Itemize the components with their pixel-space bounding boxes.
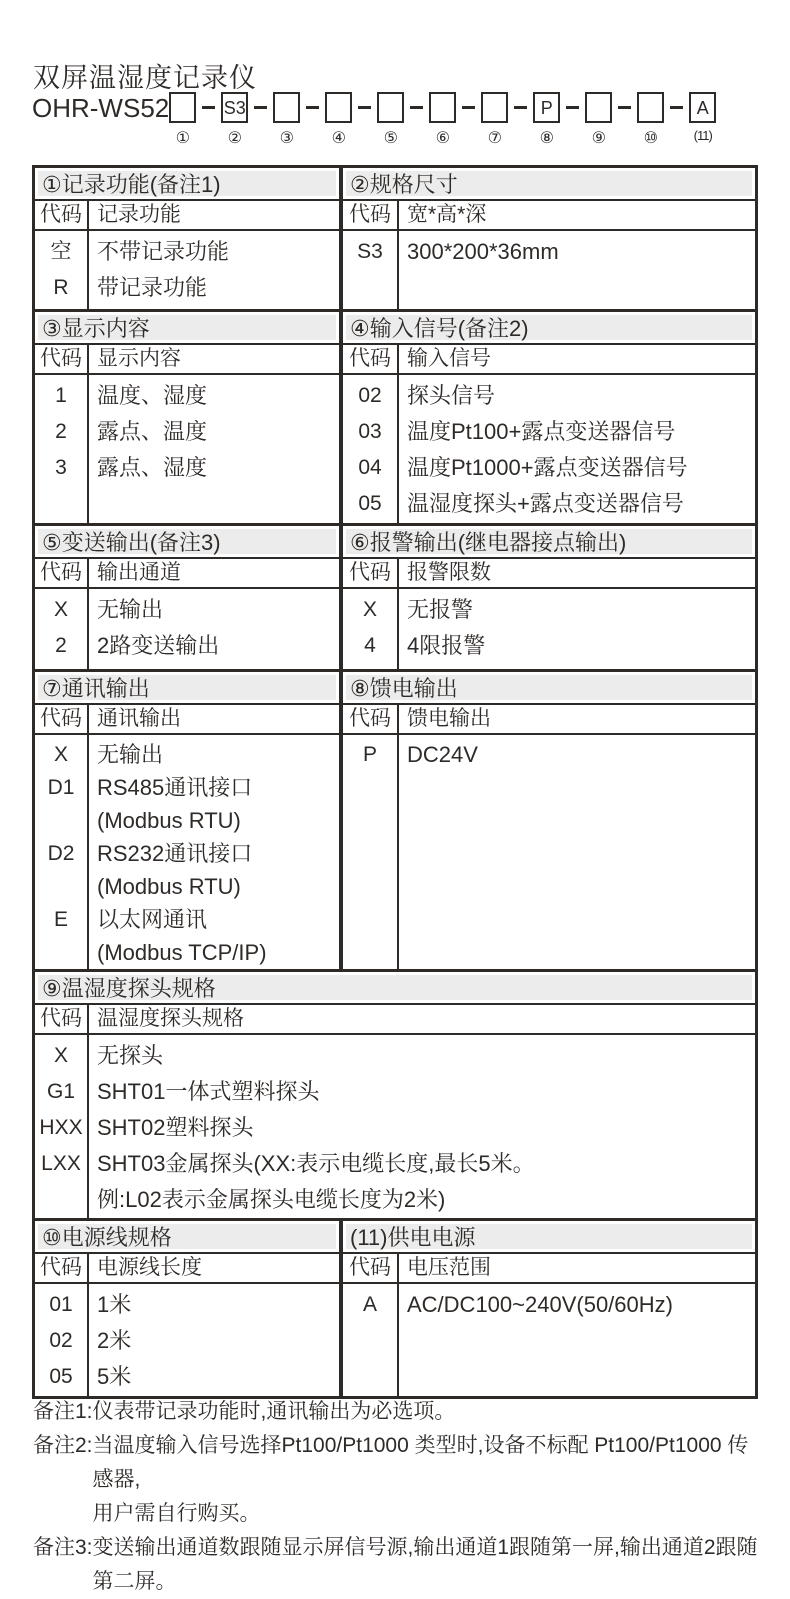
model-position-10 xyxy=(637,90,664,148)
code-cell: 4 xyxy=(364,634,376,657)
model-box-7 xyxy=(481,92,508,123)
code-cell: 03 xyxy=(358,420,382,443)
desc-column-header: 报警限数 xyxy=(399,559,755,589)
note-label: 备注2: xyxy=(33,1434,93,1457)
code-cell: 3 xyxy=(55,456,67,479)
table-band xyxy=(35,168,755,309)
desc-column xyxy=(89,1035,755,1218)
code-cell xyxy=(35,936,87,969)
model-position-6 xyxy=(429,90,456,148)
notes xyxy=(33,1395,767,1599)
model-position-3 xyxy=(273,90,300,148)
dash-separator xyxy=(618,106,631,109)
position-number: ④ xyxy=(331,130,346,147)
section-title: ⑥报警输出(继电器接点输出) xyxy=(346,529,752,554)
desc-column xyxy=(399,1284,755,1396)
desc-cell: RS485通讯接口 xyxy=(97,775,253,800)
column-header-row xyxy=(35,1005,755,1035)
desc-column-header: 温湿度探头规格 xyxy=(89,1005,755,1035)
section-body xyxy=(35,231,339,309)
model-box-9 xyxy=(585,92,612,123)
section-alarm-output xyxy=(343,526,755,669)
code-cell: X xyxy=(53,1044,68,1067)
section-header xyxy=(343,1221,755,1254)
note-line: 仪表带记录功能时,通讯输出为必选项。 xyxy=(92,1400,456,1423)
note-line: 变送输出通道数跟随显示屏信号源,输出通道1跟随第一屏,输出通道2跟随第二屏。 xyxy=(92,1536,758,1593)
model-box-3 xyxy=(273,92,300,123)
desc-cell: RS232通讯接口 xyxy=(97,841,253,866)
section-comm-output xyxy=(35,672,343,969)
dash-separator xyxy=(514,106,527,109)
section-title: ⑦通讯输出 xyxy=(38,675,336,700)
table-band xyxy=(35,309,755,523)
section-title: ⑧馈电输出 xyxy=(346,675,752,700)
code-cell: E xyxy=(53,908,68,931)
desc-cell: 2路变送输出 xyxy=(97,633,220,658)
dash-separator xyxy=(670,106,683,109)
desc-cell: 无探头 xyxy=(97,1043,164,1068)
section-title: (11)供电电源 xyxy=(346,1224,752,1249)
model-position-9 xyxy=(585,90,612,148)
note-1 xyxy=(33,1395,767,1429)
dash-separator xyxy=(254,106,267,109)
code-column xyxy=(35,1035,89,1218)
position-number: ⑥ xyxy=(435,130,450,147)
desc-column-header: 显示内容 xyxy=(89,345,339,375)
note-3 xyxy=(33,1531,767,1599)
desc-column-header: 电压范围 xyxy=(399,1254,755,1284)
column-header-row xyxy=(35,1254,339,1284)
position-number: ⑩ xyxy=(643,130,658,147)
section-probe-spec xyxy=(35,972,755,1218)
position-number: ② xyxy=(227,130,242,147)
code-column xyxy=(35,735,89,969)
section-body xyxy=(343,1284,755,1396)
section-display-content xyxy=(35,312,343,523)
code-cell: G1 xyxy=(46,1080,75,1103)
note-label: 备注1: xyxy=(33,1400,93,1423)
desc-column-header: 宽*高*深 xyxy=(399,201,755,231)
section-power-cord xyxy=(35,1221,343,1396)
section-header xyxy=(35,1221,339,1254)
note-label: 备注3: xyxy=(33,1536,93,1559)
table-band xyxy=(35,969,755,1218)
table-band xyxy=(35,523,755,669)
desc-column xyxy=(89,1284,339,1396)
desc-column-header: 通讯输出 xyxy=(89,705,339,735)
section-header xyxy=(35,168,339,201)
desc-cell: 2米 xyxy=(97,1328,132,1353)
dash-separator xyxy=(202,106,215,109)
column-header-row xyxy=(35,705,339,735)
section-header xyxy=(343,526,755,559)
code-cell: P xyxy=(362,743,377,766)
section-record-function xyxy=(35,168,343,309)
note-line: 用户需自行购买。 xyxy=(92,1502,261,1525)
desc-column-header: 记录功能 xyxy=(89,201,339,231)
section-body xyxy=(35,1284,339,1396)
desc-column xyxy=(89,735,339,969)
section-size-spec xyxy=(343,168,755,309)
model-box-10 xyxy=(637,92,664,123)
section-title: ⑨温湿度探头规格 xyxy=(38,975,752,1000)
code-cell: 空 xyxy=(50,240,72,263)
section-title: ④输入信号(备注2) xyxy=(346,315,752,340)
section-header xyxy=(35,972,755,1005)
table-band xyxy=(35,1218,755,1396)
desc-cell: 以太网通讯 xyxy=(97,907,208,932)
note-text xyxy=(93,1531,767,1599)
desc-cell: 带记录功能 xyxy=(97,275,208,300)
desc-cell: (Modbus RTU) xyxy=(97,874,241,899)
model-code xyxy=(32,90,716,148)
desc-cell: 1米 xyxy=(97,1292,132,1317)
desc-column xyxy=(399,735,755,969)
column-header-row xyxy=(35,345,339,375)
desc-cell: 探头信号 xyxy=(407,383,496,408)
column-header-row xyxy=(343,559,755,589)
code-column xyxy=(35,375,89,523)
code-column-header: 代码 xyxy=(35,201,89,231)
model-position-1 xyxy=(169,90,196,148)
desc-column xyxy=(89,231,339,309)
page-title: 双屏温湿度记录仪 xyxy=(33,63,257,93)
model-box-8: P xyxy=(533,92,560,123)
section-header xyxy=(35,312,339,345)
desc-cell: SHT01一体式塑料探头 xyxy=(97,1079,320,1104)
desc-cell: 无报警 xyxy=(407,597,474,622)
model-box-4 xyxy=(325,92,352,123)
model-position-11 xyxy=(689,90,716,143)
desc-cell: 4限报警 xyxy=(407,633,486,658)
code-column-header: 代码 xyxy=(343,705,399,735)
note-2 xyxy=(33,1429,767,1531)
code-column xyxy=(35,231,89,309)
desc-cell: 无输出 xyxy=(97,597,164,622)
desc-cell: 5米 xyxy=(97,1364,132,1389)
code-cell: D1 xyxy=(47,776,75,799)
position-number: (11) xyxy=(693,128,712,143)
position-number: ⑤ xyxy=(383,130,398,147)
desc-cell: 不带记录功能 xyxy=(97,239,230,264)
code-column-header: 代码 xyxy=(343,559,399,589)
code-column-header: 代码 xyxy=(35,1254,89,1284)
code-column xyxy=(343,231,399,309)
desc-column-header: 馈电输出 xyxy=(399,705,755,735)
code-cell: 04 xyxy=(358,456,382,479)
column-header-row xyxy=(35,559,339,589)
table-band xyxy=(35,669,755,969)
code-column-header: 代码 xyxy=(343,201,399,231)
model-box-2: S3 xyxy=(221,92,248,123)
section-body xyxy=(343,231,755,309)
model-box-5 xyxy=(377,92,404,123)
code-column-header: 代码 xyxy=(35,559,89,589)
code-cell: HXX xyxy=(39,1116,83,1139)
code-cell: R xyxy=(53,276,69,299)
position-number: ① xyxy=(175,130,190,147)
column-header-row xyxy=(343,705,755,735)
note-text xyxy=(93,1395,767,1429)
model-position-4 xyxy=(325,90,352,148)
code-column-header: 代码 xyxy=(35,345,89,375)
note-text xyxy=(93,1429,767,1531)
section-title: ⑤变送输出(备注3) xyxy=(38,529,336,554)
code-cell: 05 xyxy=(49,1365,73,1388)
code-column xyxy=(343,1284,399,1396)
code-column-header: 代码 xyxy=(343,345,399,375)
code-cell xyxy=(35,1182,87,1218)
code-cell: A xyxy=(362,1293,377,1316)
desc-column xyxy=(399,375,755,523)
code-cell: S3 xyxy=(357,240,383,263)
desc-cell: 露点、温度 xyxy=(97,419,208,444)
dash-separator xyxy=(462,106,475,109)
section-title: ③显示内容 xyxy=(38,315,336,340)
dash-separator xyxy=(306,106,319,109)
code-column xyxy=(35,589,89,669)
code-cell: 01 xyxy=(49,1293,73,1316)
model-positions xyxy=(169,90,716,148)
desc-cell: DC24V xyxy=(407,742,478,767)
desc-cell: 300*200*36mm xyxy=(407,239,559,264)
section-header xyxy=(343,312,755,345)
code-column xyxy=(343,589,399,669)
desc-cell: 温度Pt1000+露点变送器信号 xyxy=(407,455,688,480)
position-number: ③ xyxy=(279,130,294,147)
model-box-6 xyxy=(429,92,456,123)
section-header xyxy=(35,526,339,559)
model-position-7 xyxy=(481,90,508,148)
model-position-2 xyxy=(221,90,248,148)
code-column xyxy=(35,1284,89,1396)
code-cell: D2 xyxy=(47,842,75,865)
code-column-header: 代码 xyxy=(35,1005,89,1035)
desc-cell: 无输出 xyxy=(97,742,164,767)
desc-cell: (Modbus RTU) xyxy=(97,808,241,833)
column-header-row xyxy=(35,201,339,231)
desc-column xyxy=(399,589,755,669)
code-cell xyxy=(35,870,87,903)
code-cell: 02 xyxy=(49,1329,73,1352)
desc-cell: SHT03金属探头(XX:表示电缆长度,最长5米。 xyxy=(97,1151,535,1176)
model-box-11: A xyxy=(689,92,716,123)
desc-cell: 温湿度探头+露点变送器信号 xyxy=(407,491,684,516)
model-position-8 xyxy=(533,90,560,148)
model-box-1 xyxy=(169,92,196,123)
code-cell: 2 xyxy=(55,634,67,657)
spec-table xyxy=(32,165,758,1399)
code-column xyxy=(343,375,399,523)
desc-column xyxy=(89,375,339,523)
code-column xyxy=(343,735,399,969)
section-body xyxy=(343,375,755,523)
position-number: ⑧ xyxy=(539,130,554,147)
model-position-5 xyxy=(377,90,404,148)
section-feed-power-output xyxy=(343,672,755,969)
desc-column-header: 输入信号 xyxy=(399,345,755,375)
section-transmit-output xyxy=(35,526,343,669)
desc-cell: AC/DC100~240V(50/60Hz) xyxy=(407,1292,673,1317)
desc-cell: 温度、湿度 xyxy=(97,383,208,408)
desc-column-header: 电源线长度 xyxy=(89,1254,339,1284)
desc-cell: 温度Pt100+露点变送器信号 xyxy=(407,419,676,444)
code-column-header: 代码 xyxy=(343,1254,399,1284)
section-body xyxy=(35,1035,755,1218)
column-header-row xyxy=(343,201,755,231)
section-power-supply xyxy=(343,1221,755,1396)
desc-column xyxy=(399,231,755,309)
code-cell: X xyxy=(53,598,68,621)
position-number: ⑨ xyxy=(591,130,606,147)
dash-separator xyxy=(358,106,371,109)
section-body xyxy=(343,589,755,669)
position-number: ⑦ xyxy=(487,130,502,147)
column-header-row xyxy=(343,345,755,375)
code-cell: X xyxy=(53,743,68,766)
note-line: 当温度输入信号选择Pt100/Pt1000 类型时,设备不标配 Pt100/Pt1000 传感器, xyxy=(92,1434,749,1491)
code-cell: 2 xyxy=(55,420,67,443)
model-prefix: OHR-WS52 xyxy=(32,93,170,123)
section-title: ②规格尺寸 xyxy=(346,171,752,196)
code-cell: 05 xyxy=(358,492,382,515)
section-body xyxy=(35,589,339,669)
section-body xyxy=(343,735,755,969)
code-cell: 02 xyxy=(358,384,382,407)
section-input-signal xyxy=(343,312,755,523)
column-header-row xyxy=(343,1254,755,1284)
dash-separator xyxy=(410,106,423,109)
section-title: ①记录功能(备注1) xyxy=(38,171,336,196)
section-body xyxy=(35,375,339,523)
section-header xyxy=(343,168,755,201)
desc-cell: SHT02塑料探头 xyxy=(97,1115,254,1140)
desc-cell: (Modbus TCP/IP) xyxy=(97,940,267,965)
code-column-header: 代码 xyxy=(35,705,89,735)
desc-column-header: 输出通道 xyxy=(89,559,339,589)
section-header xyxy=(343,672,755,705)
desc-cell: 露点、湿度 xyxy=(97,455,208,480)
section-title: ⑩电源线规格 xyxy=(38,1224,336,1249)
desc-cell: 例:L02表示金属探头电缆长度为2米) xyxy=(97,1187,446,1212)
code-cell xyxy=(35,804,87,837)
dash-separator xyxy=(566,106,579,109)
code-cell: LXX xyxy=(41,1152,81,1175)
code-cell: 1 xyxy=(55,384,67,407)
desc-column xyxy=(89,589,339,669)
section-body xyxy=(35,735,339,969)
code-cell: X xyxy=(362,598,377,621)
section-header xyxy=(35,672,339,705)
